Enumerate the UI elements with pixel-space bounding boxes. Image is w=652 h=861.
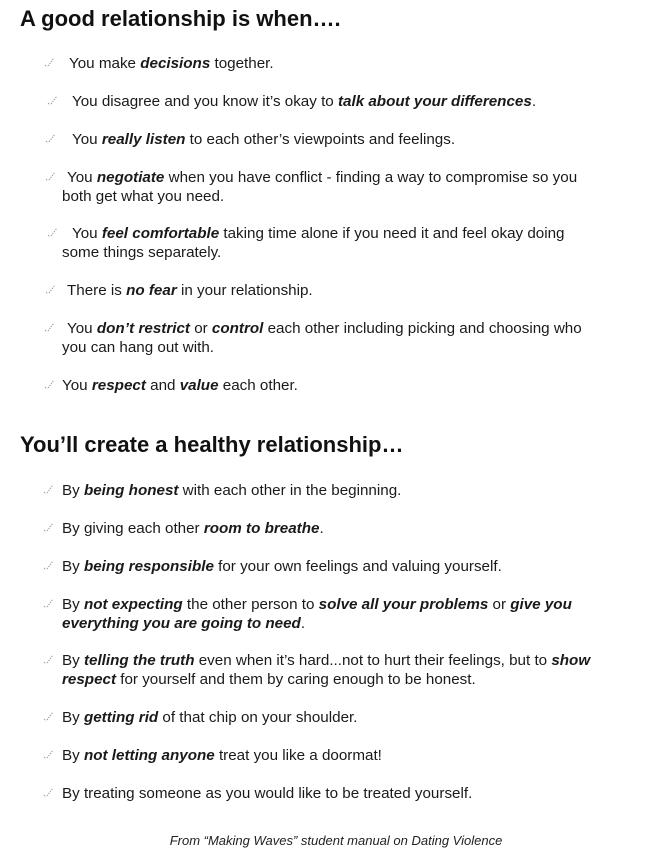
checkmark-glyph-icon — [43, 748, 55, 760]
checkmark-glyph-icon — [43, 786, 55, 798]
bullet-icon — [43, 521, 55, 533]
emphasis-text: control — [211, 320, 264, 337]
emphasis-text: really listen — [101, 131, 186, 148]
body-text: taking time alone if you need it and feel okay doing — [219, 225, 565, 242]
list-item-text — [72, 130, 455, 150]
checkmark-glyph-icon — [44, 378, 56, 390]
emphasis-text: feel comfortable — [101, 225, 220, 242]
emphasis-text: telling the truth — [83, 652, 195, 669]
list-item-text — [62, 481, 401, 501]
list-item-text — [72, 92, 536, 112]
list-item-text — [62, 338, 214, 358]
emphasis-text: decisions — [140, 55, 211, 72]
list-item-text — [62, 595, 572, 615]
bullet-icon — [44, 378, 56, 390]
body-text: you can hang out with. — [62, 339, 214, 356]
bullet-icon — [47, 226, 59, 238]
emphasis-text: not expecting — [83, 596, 183, 613]
emphasis-text: respect — [62, 671, 117, 688]
body-text: even when it’s hard...not to hurt their feelings, but to — [194, 652, 552, 669]
list-item-text — [62, 557, 502, 577]
body-text: By — [62, 652, 84, 669]
body-text: There is — [67, 282, 127, 299]
list-item-text — [72, 224, 565, 244]
bullet-icon — [43, 559, 55, 571]
emphasis-text: room to breathe — [203, 520, 320, 537]
body-text: for yourself and them by caring enough to be honest. — [116, 671, 476, 688]
list-item-text — [62, 708, 357, 728]
bullet-icon — [44, 321, 56, 333]
body-text: By — [62, 558, 84, 575]
footer-citation — [0, 833, 652, 848]
list-item-text — [67, 319, 582, 339]
list-item-text — [62, 784, 472, 804]
list-item-text — [69, 54, 274, 74]
body-text: in your relationship. — [176, 282, 313, 299]
checkmark-glyph-icon — [44, 321, 56, 333]
bullet-icon — [44, 56, 56, 68]
checkmark-glyph-icon — [47, 226, 59, 238]
body-text: treat you like a doormat! — [214, 747, 382, 764]
emphasis-text: no fear — [126, 282, 177, 299]
body-text: By — [62, 482, 84, 499]
emphasis-text: being responsible — [83, 558, 214, 575]
body-text: to each other’s viewpoints and feelings. — [185, 131, 456, 148]
list-item-text — [62, 614, 305, 634]
emphasis-text: respect — [91, 377, 146, 394]
bullet-icon — [45, 132, 57, 144]
emphasis-text: don’t restrict — [96, 320, 190, 337]
body-text: You — [62, 377, 92, 394]
emphasis-text: give you — [510, 596, 572, 613]
bullet-icon — [47, 94, 59, 106]
emphasis-text: not letting anyone — [83, 747, 215, 764]
body-text: By treating someone as you would like to be treated yourself. — [62, 785, 473, 802]
body-text: By — [62, 596, 84, 613]
checkmark-glyph-icon — [44, 56, 56, 68]
checkmark-glyph-icon — [43, 597, 55, 609]
checkmark-glyph-icon — [45, 170, 57, 182]
body-text: You — [72, 131, 102, 148]
emphasis-text: solve all your problems — [318, 596, 489, 613]
bullet-icon — [43, 653, 55, 665]
list-item-text — [67, 168, 577, 188]
body-text: or — [488, 596, 511, 613]
checkmark-glyph-icon — [43, 653, 55, 665]
body-text: and — [145, 377, 180, 394]
body-text: together. — [210, 55, 274, 72]
body-text: . — [531, 93, 537, 110]
checkmark-glyph-icon — [45, 283, 57, 295]
emphasis-text: negotiate — [96, 169, 165, 186]
body-text: . — [319, 520, 324, 537]
bullet-icon — [43, 483, 55, 495]
list-item-text — [62, 670, 476, 690]
list-item-text — [62, 187, 224, 207]
checkmark-glyph-icon — [47, 94, 59, 106]
emphasis-text: getting rid — [83, 709, 159, 726]
body-text: both get what you need. — [62, 188, 225, 205]
emphasis-text: everything you are going to need — [62, 615, 301, 632]
list-item-text — [62, 519, 324, 539]
checkmark-glyph-icon — [43, 710, 55, 722]
body-text: or — [189, 320, 212, 337]
section-title-healthy-relationship: You’ll create a healthy relationship… — [20, 432, 404, 457]
bullet-icon — [43, 748, 55, 760]
list-item-text — [62, 376, 298, 396]
body-text: By — [62, 709, 84, 726]
body-text: each other. — [218, 377, 298, 394]
list-item-text — [62, 651, 590, 671]
body-text: for your own feelings and valuing yourself. — [213, 558, 502, 575]
emphasis-text: talk about your differences — [337, 93, 532, 110]
checkmark-glyph-icon — [43, 483, 55, 495]
emphasis-text: being honest — [83, 482, 179, 499]
body-text: By — [62, 747, 84, 764]
body-text: . — [300, 615, 306, 632]
body-text: when you have conflict - finding a way to compromise so you — [164, 169, 578, 186]
body-text: the other person to — [182, 596, 319, 613]
body-text: You — [72, 225, 102, 242]
body-text: You — [67, 320, 97, 337]
body-text: with each other in the beginning. — [178, 482, 402, 499]
bullet-icon — [43, 710, 55, 722]
bullet-icon — [45, 170, 57, 182]
body-text: You — [67, 169, 97, 186]
list-item-text — [62, 746, 382, 766]
bullet-icon — [43, 597, 55, 609]
checkmark-glyph-icon — [43, 559, 55, 571]
checkmark-glyph-icon — [43, 521, 55, 533]
body-text: some things separately. — [62, 244, 222, 261]
checkmark-glyph-icon — [45, 132, 57, 144]
list-item-text — [62, 243, 221, 263]
body-text: of that chip on your shoulder. — [158, 709, 358, 726]
body-text: You disagree and you know it’s okay to — [72, 93, 338, 110]
list-item-text — [67, 281, 313, 301]
bullet-icon — [45, 283, 57, 295]
section-title-good-relationship: A good relationship is when…. — [20, 6, 341, 31]
footer-text: From “Making Waves” student manual on Dating Violence — [169, 833, 503, 848]
body-text: By giving each other — [62, 520, 204, 537]
body-text: You make — [69, 55, 141, 72]
emphasis-text: show — [551, 652, 591, 669]
body-text: each other including picking and choosing who — [263, 320, 582, 337]
emphasis-text: value — [179, 377, 219, 394]
bullet-icon — [43, 786, 55, 798]
